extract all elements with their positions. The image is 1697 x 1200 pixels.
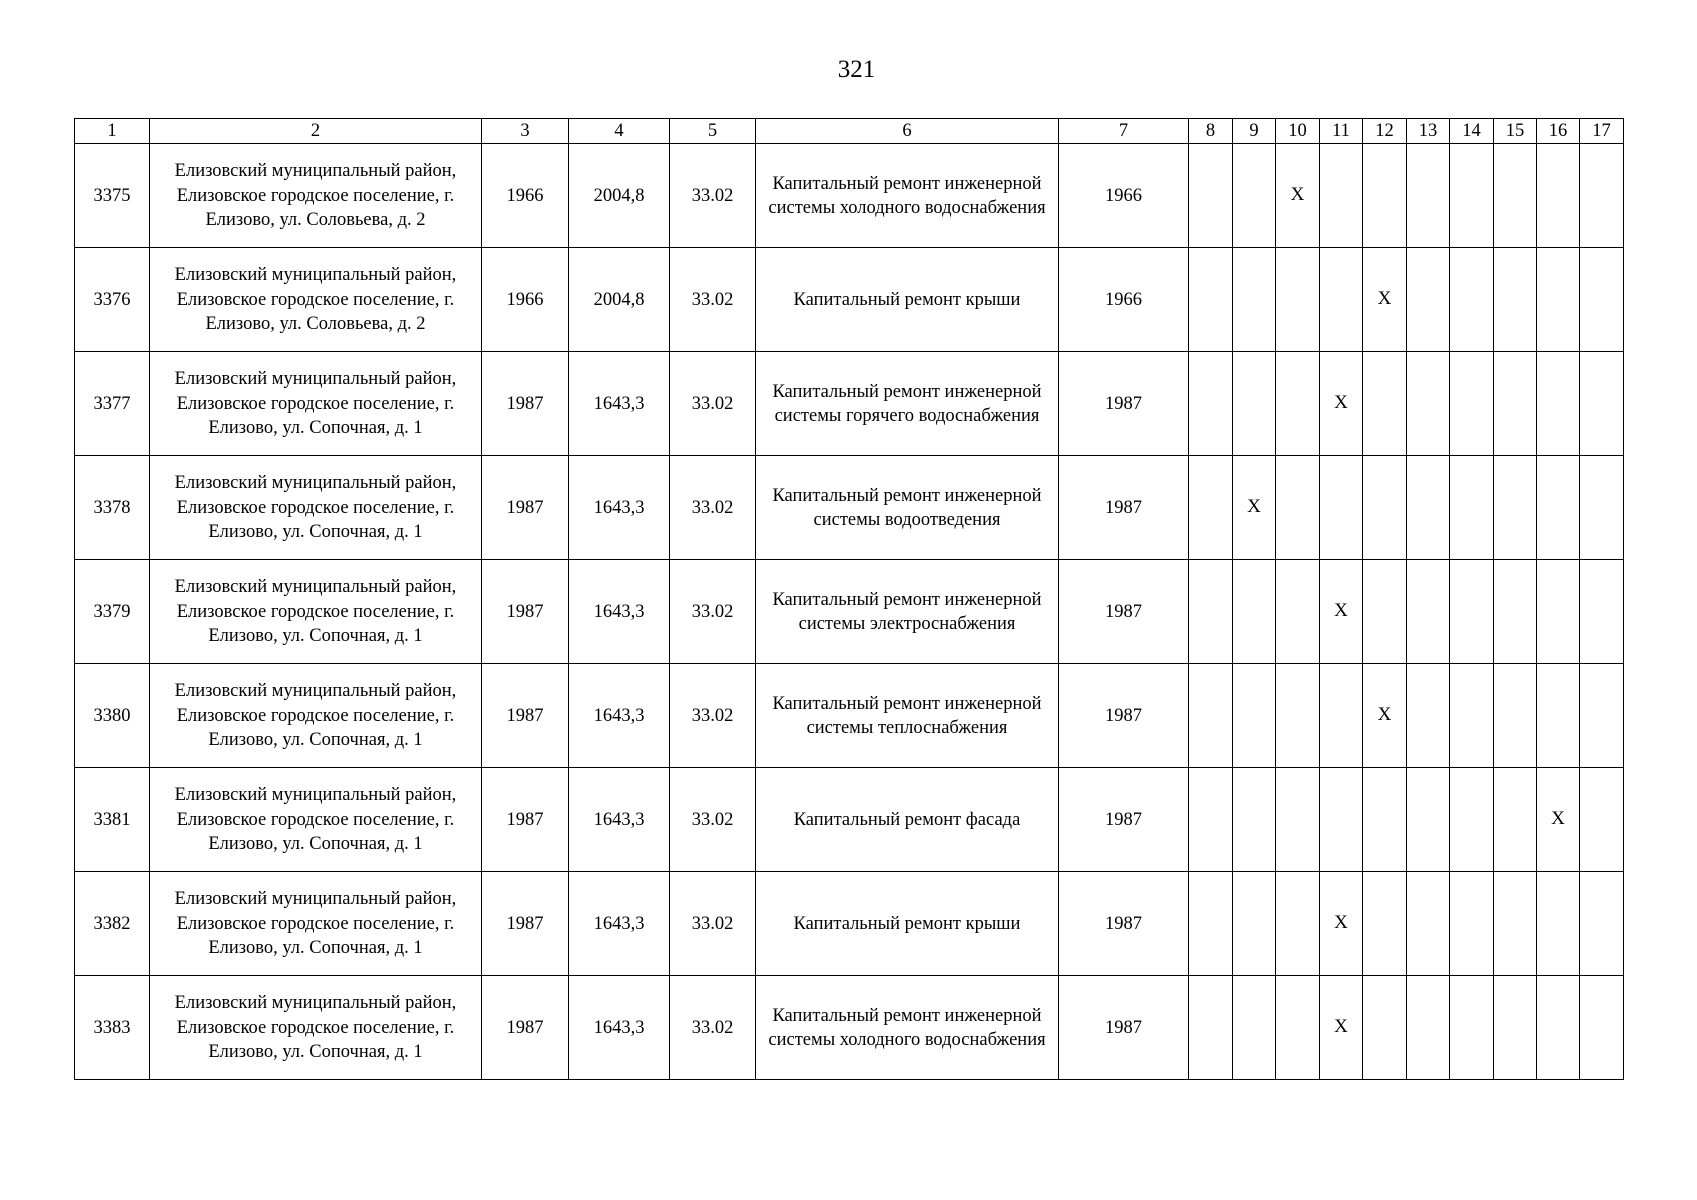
year-built-cell: 1987 <box>482 976 569 1080</box>
code-cell: 33.02 <box>670 456 756 560</box>
year-built-cell: 1987 <box>482 560 569 664</box>
column-header: 14 <box>1450 119 1494 144</box>
mark-cell <box>1537 144 1580 248</box>
address-cell: Елизовский муниципальный район, Елизовское городское поселение, г. Елизово, ул. Сопочная, д. 1 <box>150 456 482 560</box>
work-type-cell: Капитальный ремонт инженерной системы водоотведения <box>756 456 1059 560</box>
mark-cell <box>1189 664 1233 768</box>
mark-cell <box>1276 248 1320 352</box>
work-year-cell: 1987 <box>1059 872 1189 976</box>
work-type-cell: Капитальный ремонт инженерной системы электроснабжения <box>756 560 1059 664</box>
year-built-cell: 1966 <box>482 248 569 352</box>
work-year-cell: 1987 <box>1059 976 1189 1080</box>
mark-cell <box>1189 768 1233 872</box>
mark-cell: X <box>1320 976 1363 1080</box>
column-header: 16 <box>1537 119 1580 144</box>
mark-cell <box>1233 768 1276 872</box>
mark-cell <box>1450 248 1494 352</box>
mark-cell <box>1233 248 1276 352</box>
mark-cell <box>1407 872 1450 976</box>
row-number-cell: 3375 <box>75 144 150 248</box>
mark-cell <box>1450 768 1494 872</box>
column-header: 13 <box>1407 119 1450 144</box>
mark-cell <box>1580 768 1624 872</box>
table-row <box>75 352 1624 456</box>
column-header: 7 <box>1059 119 1189 144</box>
mark-cell <box>1450 560 1494 664</box>
mark-cell <box>1580 248 1624 352</box>
mark-cell <box>1320 456 1363 560</box>
area-cell: 1643,3 <box>569 560 670 664</box>
column-header: 17 <box>1580 119 1624 144</box>
mark-cell <box>1407 976 1450 1080</box>
code-cell: 33.02 <box>670 976 756 1080</box>
code-cell: 33.02 <box>670 144 756 248</box>
row-number-cell: 3382 <box>75 872 150 976</box>
row-number-cell: 3377 <box>75 352 150 456</box>
work-year-cell: 1966 <box>1059 248 1189 352</box>
table-row <box>75 768 1624 872</box>
year-built-cell: 1987 <box>482 664 569 768</box>
work-type-cell: Капитальный ремонт крыши <box>756 872 1059 976</box>
mark-cell <box>1407 456 1450 560</box>
mark-cell <box>1233 560 1276 664</box>
mark-cell <box>1494 664 1537 768</box>
area-cell: 2004,8 <box>569 248 670 352</box>
work-year-cell: 1987 <box>1059 664 1189 768</box>
header-row <box>75 119 1624 144</box>
mark-cell <box>1450 352 1494 456</box>
mark-cell <box>1189 456 1233 560</box>
column-header: 1 <box>75 119 150 144</box>
mark-cell <box>1494 456 1537 560</box>
table-row <box>75 560 1624 664</box>
address-cell: Елизовский муниципальный район, Елизовское городское поселение, г. Елизово, ул. Сопочная, д. 1 <box>150 664 482 768</box>
mark-cell <box>1276 456 1320 560</box>
mark-cell <box>1276 664 1320 768</box>
mark-cell <box>1233 872 1276 976</box>
table-row <box>75 144 1624 248</box>
mark-cell <box>1276 560 1320 664</box>
mark-cell <box>1363 456 1407 560</box>
mark-cell <box>1189 352 1233 456</box>
address-cell: Елизовский муниципальный район, Елизовское городское поселение, г. Елизово, ул. Соловьева, д. 2 <box>150 144 482 248</box>
register-table <box>74 118 1624 1080</box>
table-body <box>75 144 1624 1080</box>
column-header: 12 <box>1363 119 1407 144</box>
mark-cell <box>1276 976 1320 1080</box>
mark-cell <box>1537 560 1580 664</box>
work-type-cell: Капитальный ремонт инженерной системы горячего водоснабжения <box>756 352 1059 456</box>
mark-cell <box>1450 144 1494 248</box>
mark-cell: X <box>1320 872 1363 976</box>
area-cell: 1643,3 <box>569 768 670 872</box>
mark-cell <box>1580 664 1624 768</box>
area-cell: 1643,3 <box>569 352 670 456</box>
page-number: 321 <box>837 56 876 83</box>
work-type-cell: Капитальный ремонт крыши <box>756 248 1059 352</box>
mark-cell <box>1580 144 1624 248</box>
mark-cell <box>1320 248 1363 352</box>
mark-cell: X <box>1320 560 1363 664</box>
table-row <box>75 872 1624 976</box>
mark-cell <box>1494 976 1537 1080</box>
mark-cell <box>1320 768 1363 872</box>
column-header: 2 <box>150 119 482 144</box>
address-cell: Елизовский муниципальный район, Елизовское городское поселение, г. Елизово, ул. Соловьева, д. 2 <box>150 248 482 352</box>
mark-cell <box>1407 768 1450 872</box>
mark-cell: X <box>1363 248 1407 352</box>
mark-cell <box>1580 976 1624 1080</box>
area-cell: 1643,3 <box>569 456 670 560</box>
mark-cell <box>1363 560 1407 664</box>
mark-cell <box>1450 664 1494 768</box>
mark-cell <box>1407 352 1450 456</box>
mark-cell <box>1494 768 1537 872</box>
mark-cell <box>1494 144 1537 248</box>
mark-cell <box>1450 872 1494 976</box>
mark-cell <box>1537 872 1580 976</box>
mark-cell: X <box>1537 768 1580 872</box>
work-year-cell: 1987 <box>1059 352 1189 456</box>
mark-cell: X <box>1233 456 1276 560</box>
mark-cell <box>1276 872 1320 976</box>
mark-cell <box>1320 144 1363 248</box>
code-cell: 33.02 <box>670 664 756 768</box>
mark-cell <box>1580 872 1624 976</box>
year-built-cell: 1987 <box>482 456 569 560</box>
column-header: 4 <box>569 119 670 144</box>
area-cell: 1643,3 <box>569 872 670 976</box>
mark-cell <box>1189 144 1233 248</box>
work-year-cell: 1987 <box>1059 768 1189 872</box>
year-built-cell: 1966 <box>482 144 569 248</box>
year-built-cell: 1987 <box>482 872 569 976</box>
mark-cell <box>1537 248 1580 352</box>
mark-cell <box>1233 664 1276 768</box>
mark-cell <box>1189 872 1233 976</box>
work-type-cell: Капитальный ремонт инженерной системы теплоснабжения <box>756 664 1059 768</box>
code-cell: 33.02 <box>670 560 756 664</box>
mark-cell <box>1233 352 1276 456</box>
row-number-cell: 3383 <box>75 976 150 1080</box>
mark-cell <box>1537 352 1580 456</box>
mark-cell <box>1494 352 1537 456</box>
mark-cell <box>1363 976 1407 1080</box>
mark-cell <box>1233 976 1276 1080</box>
code-cell: 33.02 <box>670 872 756 976</box>
mark-cell <box>1363 768 1407 872</box>
column-header: 11 <box>1320 119 1363 144</box>
area-cell: 2004,8 <box>569 144 670 248</box>
code-cell: 33.02 <box>670 768 756 872</box>
column-header: 15 <box>1494 119 1537 144</box>
mark-cell <box>1407 560 1450 664</box>
work-type-cell: Капитальный ремонт инженерной системы холодного водоснабжения <box>756 976 1059 1080</box>
work-year-cell: 1987 <box>1059 560 1189 664</box>
mark-cell <box>1494 248 1537 352</box>
code-cell: 33.02 <box>670 352 756 456</box>
mark-cell <box>1450 456 1494 560</box>
work-type-cell: Капитальный ремонт инженерной системы холодного водоснабжения <box>756 144 1059 248</box>
mark-cell <box>1363 352 1407 456</box>
mark-cell <box>1580 456 1624 560</box>
area-cell: 1643,3 <box>569 976 670 1080</box>
mark-cell <box>1233 144 1276 248</box>
mark-cell <box>1189 976 1233 1080</box>
mark-cell: X <box>1363 664 1407 768</box>
column-header: 9 <box>1233 119 1276 144</box>
code-cell: 33.02 <box>670 248 756 352</box>
table-row <box>75 664 1624 768</box>
area-cell: 1643,3 <box>569 664 670 768</box>
mark-cell <box>1407 664 1450 768</box>
address-cell: Елизовский муниципальный район, Елизовское городское поселение, г. Елизово, ул. Сопочная, д. 1 <box>150 976 482 1080</box>
work-type-cell: Капитальный ремонт фасада <box>756 768 1059 872</box>
address-cell: Елизовский муниципальный район, Елизовское городское поселение, г. Елизово, ул. Сопочная, д. 1 <box>150 872 482 976</box>
mark-cell <box>1537 456 1580 560</box>
year-built-cell: 1987 <box>482 768 569 872</box>
table-row <box>75 456 1624 560</box>
column-header: 10 <box>1276 119 1320 144</box>
mark-cell <box>1537 664 1580 768</box>
work-year-cell: 1966 <box>1059 144 1189 248</box>
row-number-cell: 3381 <box>75 768 150 872</box>
mark-cell <box>1276 768 1320 872</box>
mark-cell <box>1494 872 1537 976</box>
row-number-cell: 3378 <box>75 456 150 560</box>
mark-cell <box>1494 560 1537 664</box>
mark-cell <box>1407 248 1450 352</box>
mark-cell <box>1450 976 1494 1080</box>
mark-cell <box>1189 248 1233 352</box>
column-header: 8 <box>1189 119 1233 144</box>
column-header: 3 <box>482 119 569 144</box>
mark-cell: X <box>1320 352 1363 456</box>
column-header: 5 <box>670 119 756 144</box>
mark-cell: X <box>1276 144 1320 248</box>
row-number-cell: 3376 <box>75 248 150 352</box>
mark-cell <box>1363 144 1407 248</box>
address-cell: Елизовский муниципальный район, Елизовское городское поселение, г. Елизово, ул. Сопочная, д. 1 <box>150 768 482 872</box>
row-number-cell: 3380 <box>75 664 150 768</box>
table-row <box>75 248 1624 352</box>
mark-cell <box>1537 976 1580 1080</box>
mark-cell <box>1189 560 1233 664</box>
address-cell: Елизовский муниципальный район, Елизовское городское поселение, г. Елизово, ул. Сопочная, д. 1 <box>150 560 482 664</box>
work-year-cell: 1987 <box>1059 456 1189 560</box>
table-row <box>75 976 1624 1080</box>
address-cell: Елизовский муниципальный район, Елизовское городское поселение, г. Елизово, ул. Сопочная, д. 1 <box>150 352 482 456</box>
year-built-cell: 1987 <box>482 352 569 456</box>
mark-cell <box>1276 352 1320 456</box>
mark-cell <box>1580 352 1624 456</box>
mark-cell <box>1580 560 1624 664</box>
mark-cell <box>1363 872 1407 976</box>
column-header: 6 <box>756 119 1059 144</box>
mark-cell <box>1320 664 1363 768</box>
mark-cell <box>1407 144 1450 248</box>
row-number-cell: 3379 <box>75 560 150 664</box>
